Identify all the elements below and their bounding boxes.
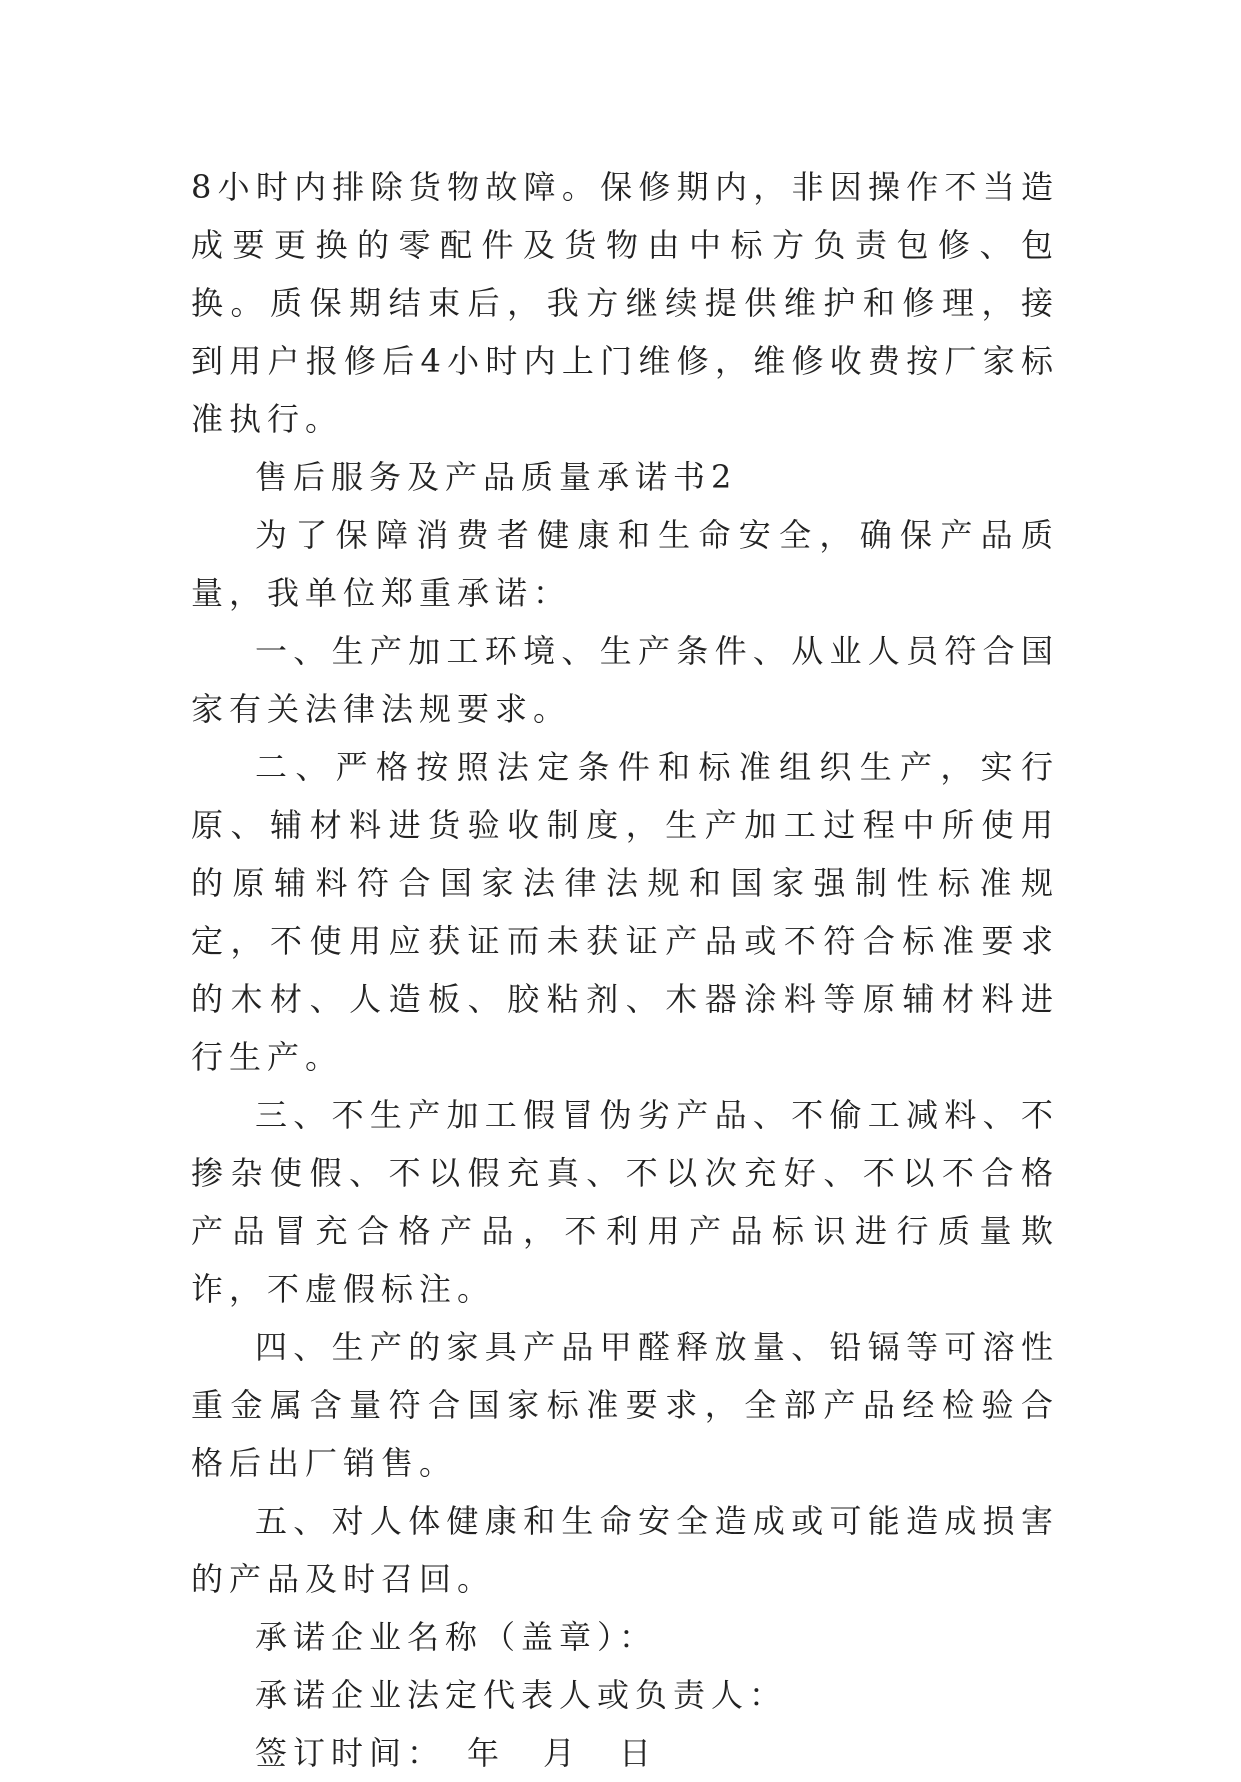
sign-date-line: 签订时间： 年 月 日 bbox=[255, 1734, 658, 1772]
document-body bbox=[191, 158, 1059, 1782]
paragraph-item-2: 二、严格按照法定条件和标准组织生产，实行原、辅材料进货验收制度，生产加工过程中所使用的原辅料符合国家法律法规和国家强制性标准规定，不使用应获证而未获证产品或不符合标准要求的木材、人造板、胶粘剂、木器涂料等原辅材料进行生产。 bbox=[191, 748, 1059, 1076]
paragraph-item-3: 三、不生产加工假冒伪劣产品、不偷工减料、不掺杂使假、不以假充真、不以次充好、不以不合格产品冒充合格产品，不利用产品标识进行质量欺诈，不虚假标注。 bbox=[191, 1096, 1059, 1308]
section-title: 售后服务及产品质量承诺书2 bbox=[255, 458, 738, 496]
paragraph-continuation: 8小时内排除货物故障。保修期内，非因操作不当造成要更换的零配件及货物由中标方负责包修、包换。质保期结束后，我方继续提供维护和修理，接到用户报修后4小时内上门维修，维修收费按厂家标准执行。 bbox=[191, 168, 1059, 438]
paragraph-item-1: 一、生产加工环境、生产条件、从业人员符合国家有关法律法规要求。 bbox=[191, 632, 1059, 728]
paragraph-intro: 为了保障消费者健康和生命安全，确保产品质量，我单位郑重承诺： bbox=[191, 516, 1059, 612]
paragraph-item-4: 四、生产的家具产品甲醛释放量、铅镉等可溶性重金属含量符合国家标准要求，全部产品经检验合格后出厂销售。 bbox=[191, 1328, 1059, 1482]
paragraph-item-5: 五、对人体健康和生命安全造成或可能造成损害的产品及时召回。 bbox=[191, 1502, 1059, 1598]
representative-line: 承诺企业法定代表人或负责人： bbox=[255, 1676, 788, 1714]
company-name-line: 承诺企业名称（盖章）： bbox=[255, 1618, 658, 1656]
